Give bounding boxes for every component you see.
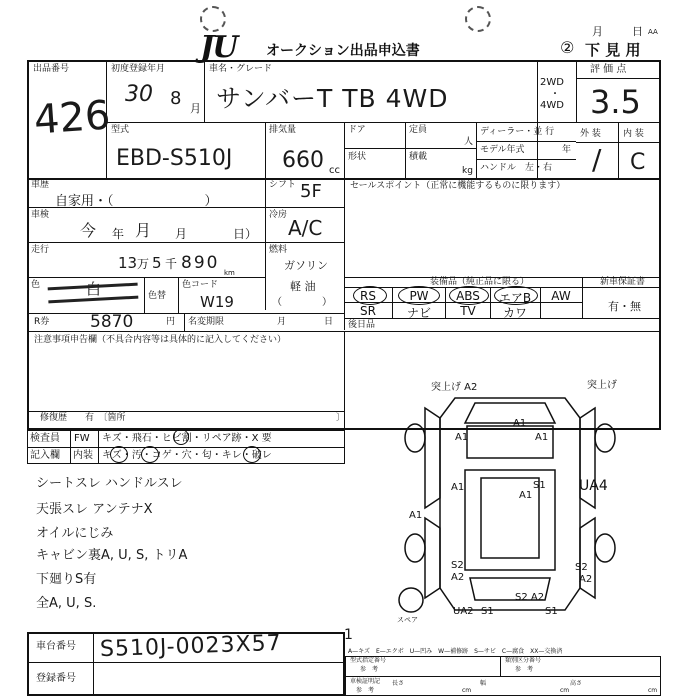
mark-2: 突上げ — [587, 380, 617, 391]
color-change-label: 色替 — [148, 291, 167, 301]
form-title: オークション出品申込書 — [266, 43, 420, 59]
int-mark-circle-3 — [243, 446, 261, 463]
mark-13: S2 — [575, 562, 588, 573]
first-reg-label: 初度登録年月 — [111, 64, 166, 74]
mark-6: A1 — [451, 482, 465, 493]
legend: A—キズ E—エクボ U—凹み W—補修跡 S—サビ C—腐食 XX—交換済 — [348, 648, 563, 655]
fw-label: FW — [74, 433, 90, 444]
recycle-label: R券 — [34, 317, 50, 327]
equip-rs-circle — [353, 286, 387, 305]
name-change-day: 日 — [324, 317, 334, 327]
aa-label: AA — [648, 28, 658, 36]
inspection-day: 日） — [233, 227, 258, 241]
car-name-value: サンバーT TB 4WD — [216, 84, 449, 113]
exterior-value: / — [592, 143, 602, 176]
mark-18: S1 — [545, 606, 558, 617]
chassis-value: S510J-0023X57 — [99, 630, 283, 663]
recycle-value: 5870 — [90, 312, 134, 332]
hw-note-3: オイルにじみ — [36, 526, 114, 541]
cert-length-unit: cm — [462, 687, 472, 694]
mark-4: A1 — [455, 432, 469, 443]
handle-label: ハンドル 左・右 — [480, 163, 553, 173]
capacity-label: 定員 — [409, 125, 428, 135]
drive-4wd: 4WD — [540, 100, 564, 111]
circled-number: ② — [560, 38, 575, 57]
inspection-month-val: 月 — [135, 221, 152, 240]
displacement-value: 660 — [282, 148, 324, 173]
first-reg-month-unit: 月 — [190, 102, 201, 115]
model-year-unit: 年 — [562, 145, 572, 155]
drive-2wd: 2WD — [540, 77, 564, 88]
first-reg-year: 30 — [125, 82, 153, 107]
mark-9: A1 — [409, 510, 423, 521]
mileage-label: 走行 — [31, 245, 50, 255]
score-label: 評 価 点 — [590, 64, 627, 75]
punch-hole-left — [200, 6, 226, 32]
model-label: 型式 — [111, 125, 130, 135]
mark-11: S2 — [451, 560, 464, 571]
equip-aw: AW — [551, 289, 571, 303]
mark-5: A1 — [535, 432, 549, 443]
inspection-label: 車検 — [31, 210, 50, 220]
mileage-sen-unit: 千 — [165, 257, 178, 271]
interior-ins-label: 内装 — [73, 450, 93, 461]
model-value: EBD-S510J — [116, 146, 233, 171]
mark-3: A1 — [513, 418, 527, 429]
equip-navi: ナビ — [406, 306, 431, 320]
equip-abs: ABS — [456, 289, 480, 303]
chassis-circled: 1 — [344, 627, 353, 643]
load-label: 積載 — [409, 152, 428, 162]
dealer-label: ディーラー・並 行 — [480, 127, 555, 137]
mark-7: S1 — [533, 480, 546, 491]
lot-label: 出品番号 — [33, 64, 70, 74]
equip-rs: RS — [360, 289, 376, 303]
warranty-label: 新車保証書 — [600, 277, 646, 287]
int-mark-circle-2 — [141, 446, 159, 463]
cert-width: 幅 — [480, 680, 487, 687]
capacity-unit: 人 — [464, 137, 474, 147]
registration-label: 登録番号 — [36, 673, 76, 684]
aircon-label: 冷房 — [269, 210, 288, 220]
interior-ins-text: キズ・汚・コゲ・穴・匂・キレ・破レ — [102, 450, 272, 461]
car-diagram — [395, 378, 645, 628]
color-value: 白 — [86, 280, 102, 298]
lot-number: 426 — [32, 92, 112, 144]
hw-note-6: 全A, U, S. — [36, 596, 97, 611]
mark-15: UA2 — [453, 606, 474, 617]
equip-sr: SR — [360, 304, 376, 318]
equip-airbag-circle — [494, 286, 538, 305]
score-value: 3.5 — [590, 83, 641, 121]
displacement-label: 排気量 — [269, 125, 297, 135]
hw-note-2: 天張スレ アンテナX — [36, 502, 153, 517]
cert-height: 高さ — [570, 680, 583, 687]
chassis-label: 車台番号 — [36, 641, 76, 652]
color-code-value: W19 — [200, 293, 234, 311]
equip-airbag: エアB — [498, 291, 532, 305]
car-name-label: 車名・グレード — [209, 64, 273, 74]
door-label: ドア — [348, 125, 366, 135]
name-change-month: 月 — [277, 317, 287, 327]
mark-17: S2 A2 — [515, 592, 545, 603]
ju-logo: JU — [200, 30, 237, 65]
warranty-value: 有・無 — [608, 300, 641, 313]
day-label: 日 — [632, 25, 643, 38]
mileage-man-unit: 万 — [137, 257, 150, 271]
mark-12: A2 — [451, 572, 465, 583]
mark-1: 突上げ A2 — [431, 382, 478, 393]
model-year-label: モデル年式 — [480, 145, 525, 155]
equip-pw-circle — [398, 286, 440, 305]
equip-abs-circle — [449, 286, 489, 305]
fuel-paren: （ ） — [272, 297, 332, 308]
color-code-label: 色コード — [182, 280, 219, 290]
inspection-month-unit: 月 — [175, 227, 188, 241]
usage-label: 車歴 — [31, 180, 50, 190]
form-cert-sub: 参 考 — [360, 666, 379, 673]
spare-label: スペア — [397, 616, 418, 624]
cert-dims-label: 車検証明記 — [350, 678, 381, 685]
drive-dot: ・ — [550, 89, 560, 100]
first-reg-month: 8 — [170, 88, 182, 109]
class-code-sub: 参 考 — [515, 666, 534, 673]
equip-pw: PW — [409, 289, 429, 303]
name-change-label: 名変期限 — [188, 317, 225, 327]
interior-label: 内 装 — [623, 129, 644, 139]
notes-label: 注意事項申告欄（不具合内容等は具体的に記入してください） — [34, 335, 287, 345]
fuel-light-oil: 軽 油 — [290, 280, 316, 293]
hw-note-1: シートスレ ハンドルスレ — [36, 476, 183, 491]
equip-tv: TV — [460, 304, 476, 318]
equip-leather: カワ — [502, 306, 527, 320]
rear-seat-label: 後日品 — [348, 320, 376, 330]
cert-height-unit: cm — [648, 687, 658, 694]
shape-label: 形状 — [348, 152, 367, 162]
mark-8: UA4 — [579, 478, 608, 494]
mileage-unit: km — [224, 269, 235, 277]
fuel-label: 燃料 — [269, 245, 288, 255]
shift-label: シフト — [269, 180, 297, 190]
month-label: 月 — [592, 25, 603, 38]
inspection-year-val: 今 — [80, 221, 97, 240]
interior-value: C — [630, 150, 646, 175]
shitami-label: 下 見 用 — [585, 41, 641, 59]
recycle-unit: 円 — [166, 317, 176, 327]
hw-note-4: キャビン裏A, U, S, トリA — [36, 548, 188, 563]
mileage-man: 13 — [118, 254, 138, 272]
inspector-label-1: 検査員 — [30, 433, 60, 444]
mark-14: A2 — [579, 574, 593, 585]
mileage-rest: 890 — [181, 253, 220, 273]
cert-width-unit: cm — [560, 687, 570, 694]
cert-dims-sub: 参 考 — [356, 687, 375, 694]
inspector-label-2: 記入欄 — [30, 450, 60, 461]
punch-hole-right — [465, 6, 491, 32]
mark-16: S1 — [481, 606, 494, 617]
fw-text: キズ・飛石・ヒビ割・リペア跡・X 要 — [102, 433, 272, 444]
repair-close: 〕 — [336, 413, 346, 423]
mileage-sen: 5 — [152, 254, 162, 272]
cert-length: 長さ — [392, 680, 405, 687]
displacement-unit: cc — [329, 165, 340, 176]
mark-10: A1 — [519, 490, 533, 501]
load-unit: kg — [462, 166, 473, 176]
exterior-label: 外 装 — [580, 129, 601, 139]
fw-mark-circle — [173, 429, 189, 445]
fuel-gasoline: ガソリン — [284, 259, 328, 272]
color-label: 色 — [31, 280, 41, 290]
hw-note-5: 下廻りS有 — [36, 572, 97, 587]
inspection-year-unit: 年 — [112, 227, 125, 241]
sales-point-label: セールスポイント（正常に機能するものに限ります） — [350, 181, 566, 191]
shift-value: 5F — [300, 181, 322, 202]
form-cert-label: 型式指定番号 — [350, 657, 387, 664]
equipment-label: 装備品（純正品に限る） — [430, 277, 530, 287]
int-mark-circle-1 — [110, 446, 128, 463]
usage-value: 自家用・（ ） — [55, 194, 218, 209]
class-code-label: 類別区分番号 — [505, 657, 542, 664]
repair-label: 修復歴 有 〔箇所 — [40, 413, 126, 423]
aircon-value: A/C — [288, 216, 323, 240]
